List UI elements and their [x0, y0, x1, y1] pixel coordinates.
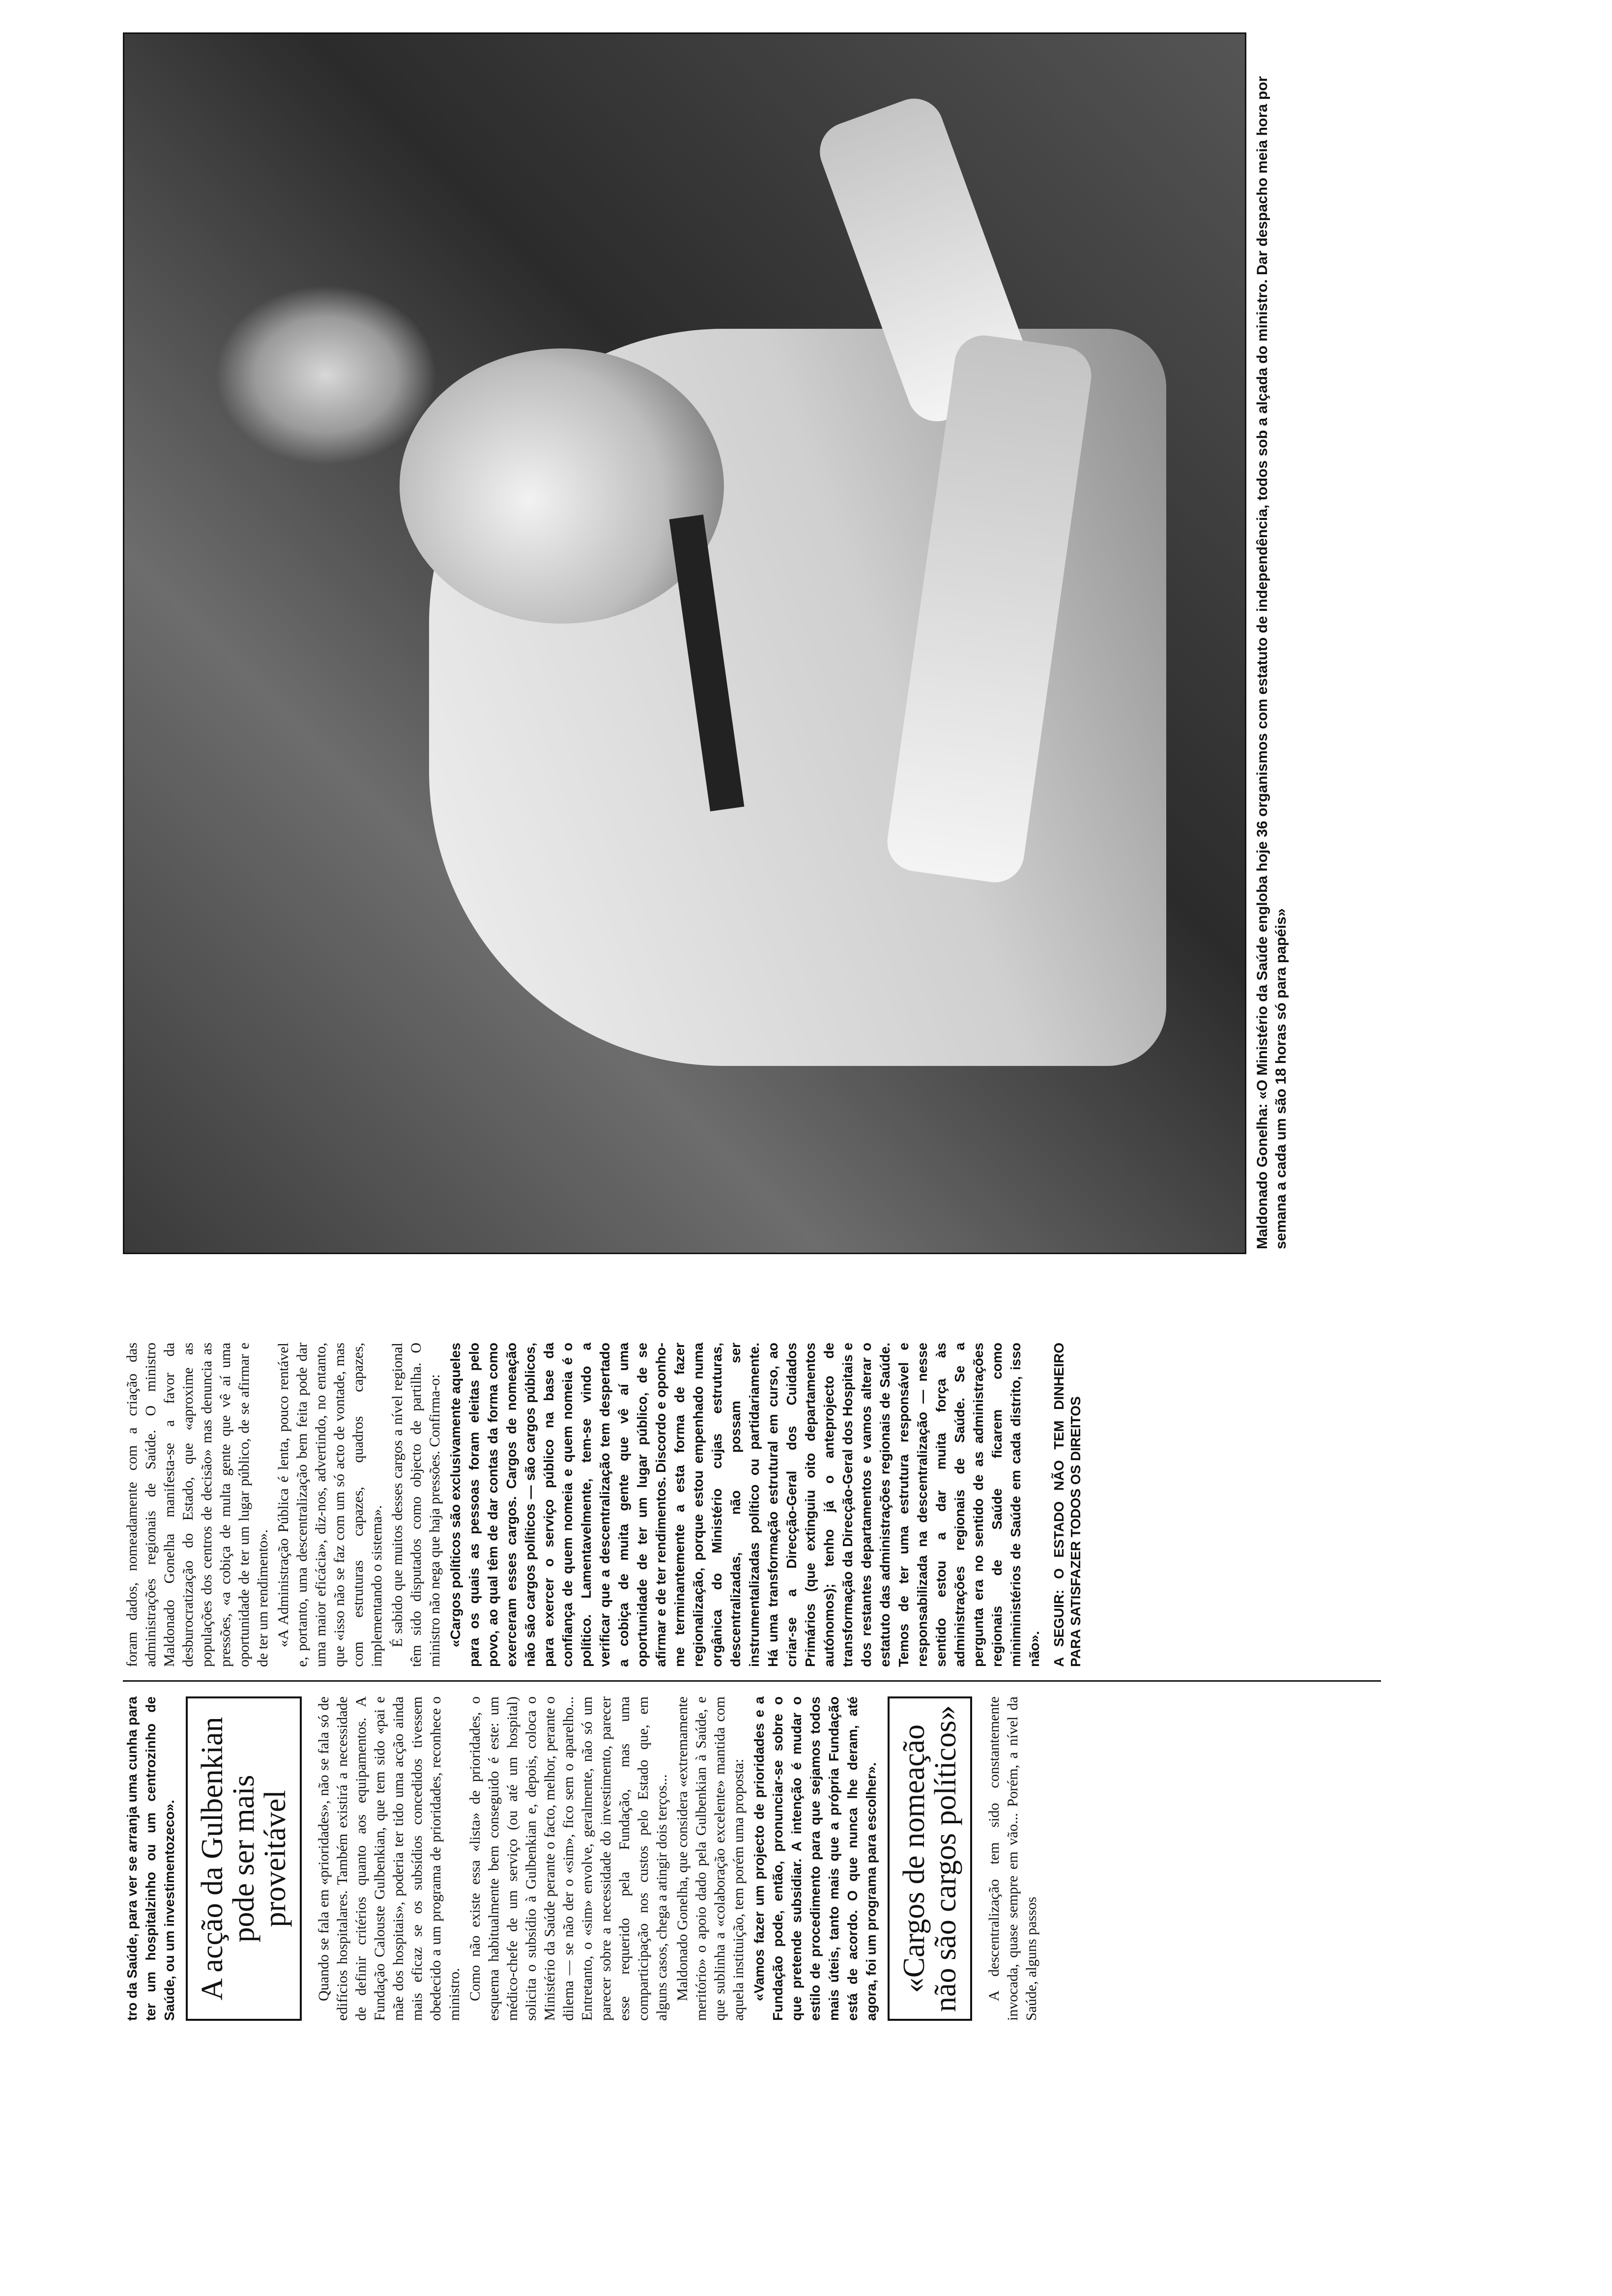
- column-2-paragraph: É sabido que muitos desses cargos a nível regional têm sido disputados como objecto de partilha. O ministro não nega que haja pressões. Confirma-o:: [389, 1343, 443, 1667]
- subheading-gulbenkian: A acção da Gulbenkian pode ser mais proveitável: [186, 1696, 302, 2021]
- photo-caption: Maldonado Gonelha: «O Ministério da Saúde engloba hoje 36 organismos com estatuto de independência, todos sob a alçada do ministro. Dar despacho meia hora por semana a cada um são 18 horas só para papéis»: [1254, 76, 1289, 1249]
- column-1-paragraph: Quando se fala em «prioridades», não se fala só de edifícios hospitalares. Também existirá a necessidade de definir critérios quanto aos equipamentos. A Fundação Calouste Gulbenkian, que tem sido «pai e mãe dos hospitais», poderia ter tido uma acção ainda mais eficaz se os subsídios concedidos tivessem obedecido a um programa de prioridades, reconhece o ministro.: [316, 1696, 462, 2021]
- photo-subject-head: [400, 348, 724, 624]
- column-2-paragraph: «A Administração Pública é lenta, pouco rentável e, portanto, uma descentralização bem feita pode dar uma maior eficácia», diz-nos, advertindo, no entanto, que «isso não se faz com um só acto de vontade, mas com estruturas capazes, quadros capazes, implementando o sistema».: [275, 1343, 385, 1667]
- subheading-cargos: «Cargos de nomeação não são cargos políticos»: [888, 1696, 972, 2021]
- column-1-paragraph: Maldonado Gonelha, que considera «extremamente meritório» o apoio dado pela Gulbenkian à Saúde, e que sublinha a «colaboração excelente» mantida com aquela instituição, tem porém uma proposta:: [674, 1696, 747, 2021]
- column-1-closing: A descentralização tem sido constantemente invocada, quase sempre em vão... Porém, a nível da Saúde, alguns passos: [986, 1696, 1039, 2021]
- column-2-quote: «Cargos políticos são exclusivamente aqueles para os quais as pessoas foram eleitas pelo povo, ao qual têm de dar contas da forma como exerceram esses cargos. Cargos de nomeação não são cargos políticos — são cargos públicos, para exercer o serviço público na base da confiança de quem nomeia e quem nomeia é o político. Lamentavelmente, tem-se vindo a verificar que a descentralização tem despertado a cobiça de muita gente que vê aí uma oportunidade de ter um lugar público, de se afirmar e de ter rendimentos. Discordo e oponho-me terminantemente a esta forma de fazer regionalização, porque estou empenhado numa orgânica do Ministério cujas estruturas, descentralizadas, não possam ser instrumentalizadas político ou partidariamente. Há uma transformação estrutural em curso, ao criar-se a Direcção-Geral dos Cuidados Primários (que extinguiu oito departamentos autónomos); tenho já o anteprojecto de transformação da Direcção-Geral dos Hospitais e dos restantes departamentos e vamos alterar o estatuto das administrações regionais de Saúde. Temos de ter uma estrutura responsável e responsabilizada na descentralização — nesse sentido estou a dar muita força às administrações regionais de Saúde. Se a pergunta era no sentido de as administrações regionais de Saúde ficarem como miniministérios de Saúde em cada distrito, isso não».: [448, 1343, 1042, 1667]
- portrait-photo: [123, 32, 1246, 1254]
- column-1-paragraph: «Vamos fazer um projecto de prioridades e a Fundação pode, então, pronunciar-se sobre o que pretende subsidiar. A intenção é mudar o estilo de procedimento para que sejamos todos mais úteis, tanto mais que a própria Fundação está de acordo. O que nunca lhe deram, até agora, foi um programa para escolher».: [751, 1696, 879, 2021]
- column-2-paragraph: foram dados, nomeadamente com a criação das administrações regionais de Saúde. O ministro Maldonado Gonelha manifesta-se a favor da desburocratização do Estado, que «aproxime as populações dos centros de decisão» mas denuncia as pressões, «a cobiça de multa gente que vê aí uma oportunidade de ter um lugar público, de se afirmar e de ter um rendimento».: [124, 1343, 271, 1667]
- seguir-text: O ESTADO NÃO TEM DINHEIRO PARA SATISFAZER TODOS OS DIREITOS: [1051, 1342, 1083, 1667]
- seguir-label: A SEGUIR:: [1051, 1589, 1066, 1667]
- column-1-intro: tro da Saúde, para ver se arranja uma cunha para ter um hospitalzinho ou um centrozinho de Saúde, ou um investimentozeco».: [124, 1696, 177, 2021]
- newspaper-clipping: [123, 26, 1425, 2021]
- next-article-teaser: [1051, 1343, 1084, 1667]
- article-column-2: [123, 1343, 1084, 1667]
- column-divider: [123, 1680, 1381, 1682]
- column-1-paragraph: Como não existe essa «lista» de prioridades, o esquema habitualmente bem conseguido é este: um médico-chefe de um serviço (ou até um hospital) solicita o subsídio à Gulbenkian e, depois, coloca o Ministério da Saúde perante o facto, melhor, perante o dilema — se não der o «sim», fico sem o aparelho... Entretanto, o «sim» envolve, geralmente, não só um parecer sobre a necessidade do investimento, parecer esse requerido pela Fundação, mas uma comparticipação nos custos pelo Estado que, em alguns casos, chega a atingir dois terços...: [467, 1696, 670, 2021]
- article-column-1: [123, 1696, 1043, 2021]
